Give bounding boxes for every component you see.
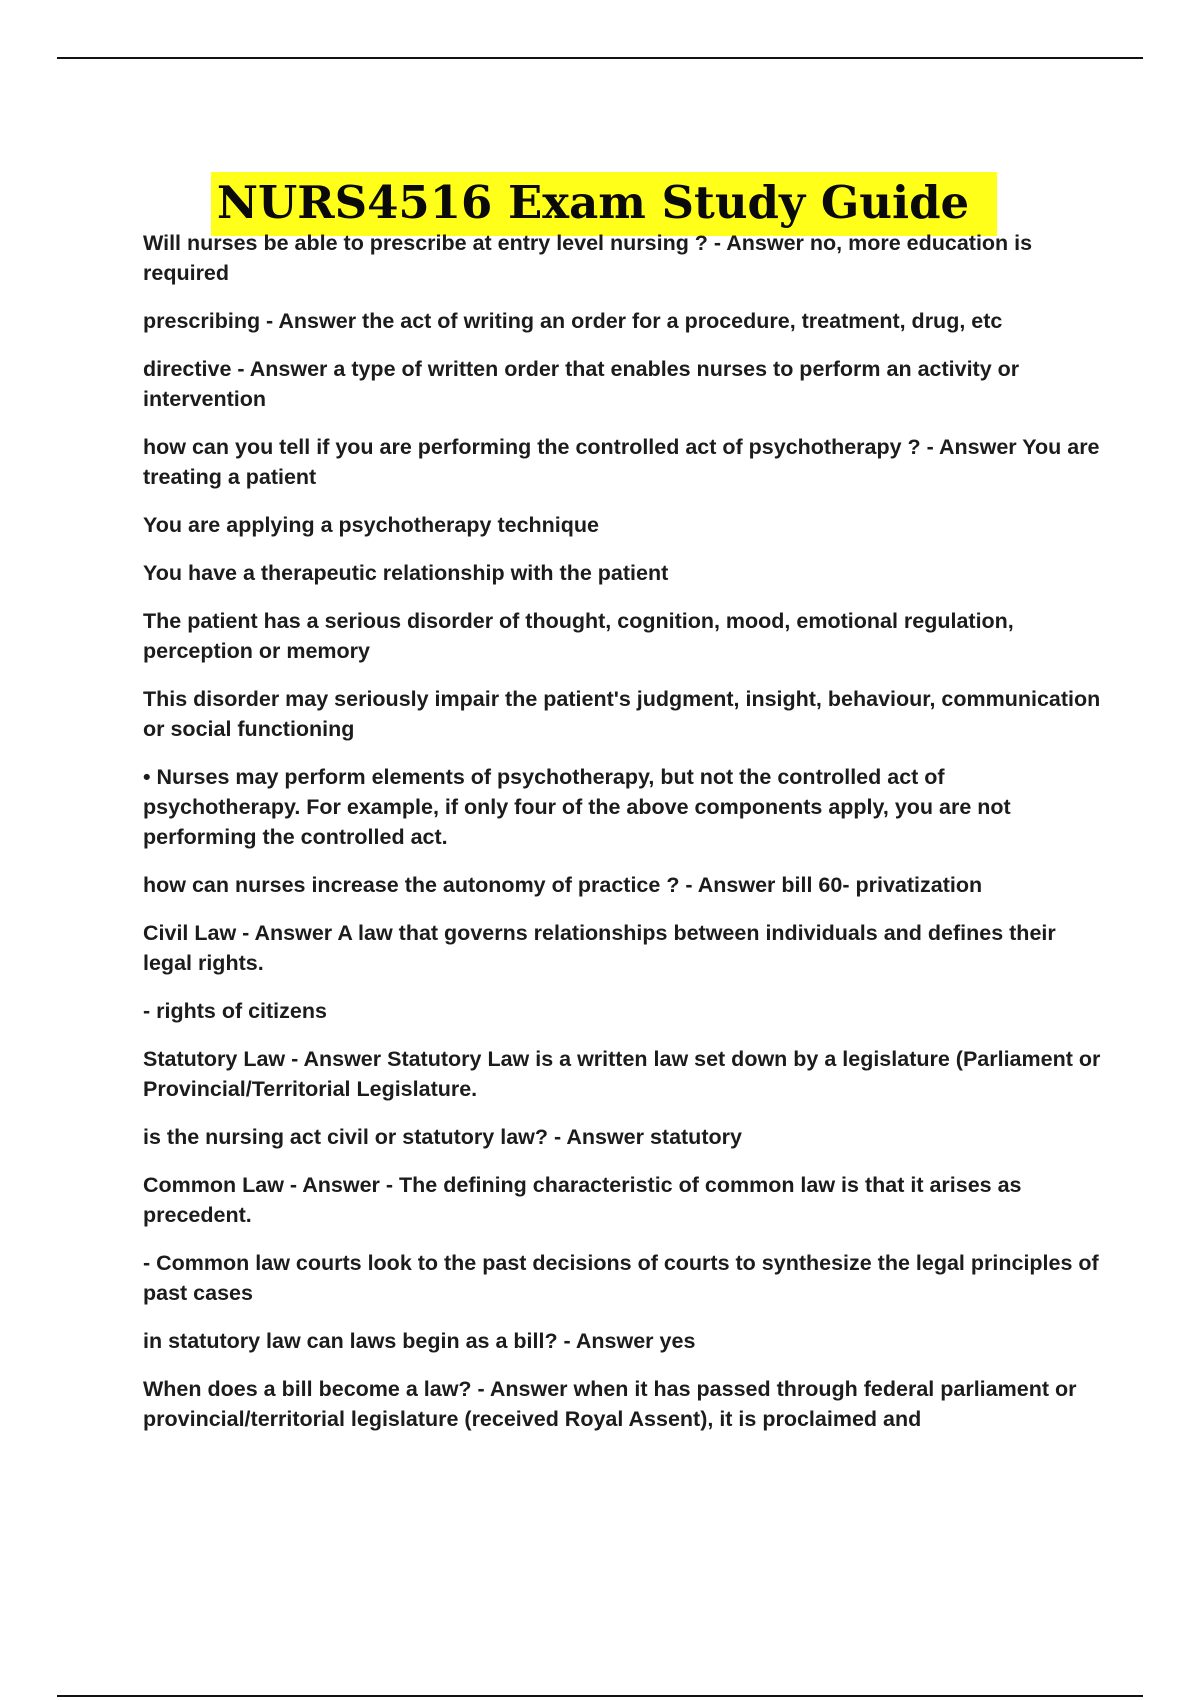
paragraph: You have a therapeutic relationship with the patient [143,561,669,585]
paragraph: - rights of citizens [143,999,327,1023]
document-title: NURS4516 Exam Study Guide [211,172,997,236]
paragraph: Common Law - Answer - The defining characteristic of common law is that it arises as precedent. [143,1173,1022,1227]
top-rule [57,57,1143,59]
paragraph: - Common law courts look to the past decisions of courts to synthesize the legal principles of past cases [143,1251,1099,1305]
paragraph: is the nursing act civil or statutory law? - Answer statutory [143,1125,742,1149]
document-body [143,228,1103,1452]
paragraph: Civil Law - Answer A law that governs relationships between individuals and defines their legal rights. [143,921,1056,975]
paragraph: in statutory law can laws begin as a bill? - Answer yes [143,1329,696,1353]
paragraph: Statutory Law - Answer Statutory Law is a written law set down by a legislature (Parliament or Provincial/Territorial Legislature. [143,1047,1101,1101]
paragraph: how can you tell if you are performing the controlled act of psychotherapy ? - Answer You are treating a patient [143,435,1100,489]
paragraph: • Nurses may perform elements of psychotherapy, but not the controlled act of psychotherapy. For example, if only four of the above components apply, you are not performing the controlled act. [143,765,1011,849]
paragraph: You are applying a psychotherapy technique [143,513,599,537]
paragraph: directive - Answer a type of written order that enables nurses to perform an activity or intervention [143,357,1020,411]
paragraph: This disorder may seriously impair the patient's judgment, insight, behaviour, communication or social functioning [143,687,1101,741]
paragraph: prescribing - Answer the act of writing an order for a procedure, treatment, drug, etc [143,309,1003,333]
bottom-rule [57,1695,1143,1697]
paragraph: Will nurses be able to prescribe at entry level nursing ? - Answer no, more education is required [143,231,1033,285]
paragraph: When does a bill become a law? - Answer when it has passed through federal parliament or provincial/territorial legislature (received Royal Assent), it is proclaimed and [143,1377,1077,1431]
paragraph: how can nurses increase the autonomy of practice ? - Answer bill 60- privatization [143,873,983,897]
paragraph: The patient has a serious disorder of thought, cognition, mood, emotional regulation, perception or memory [143,609,1014,663]
